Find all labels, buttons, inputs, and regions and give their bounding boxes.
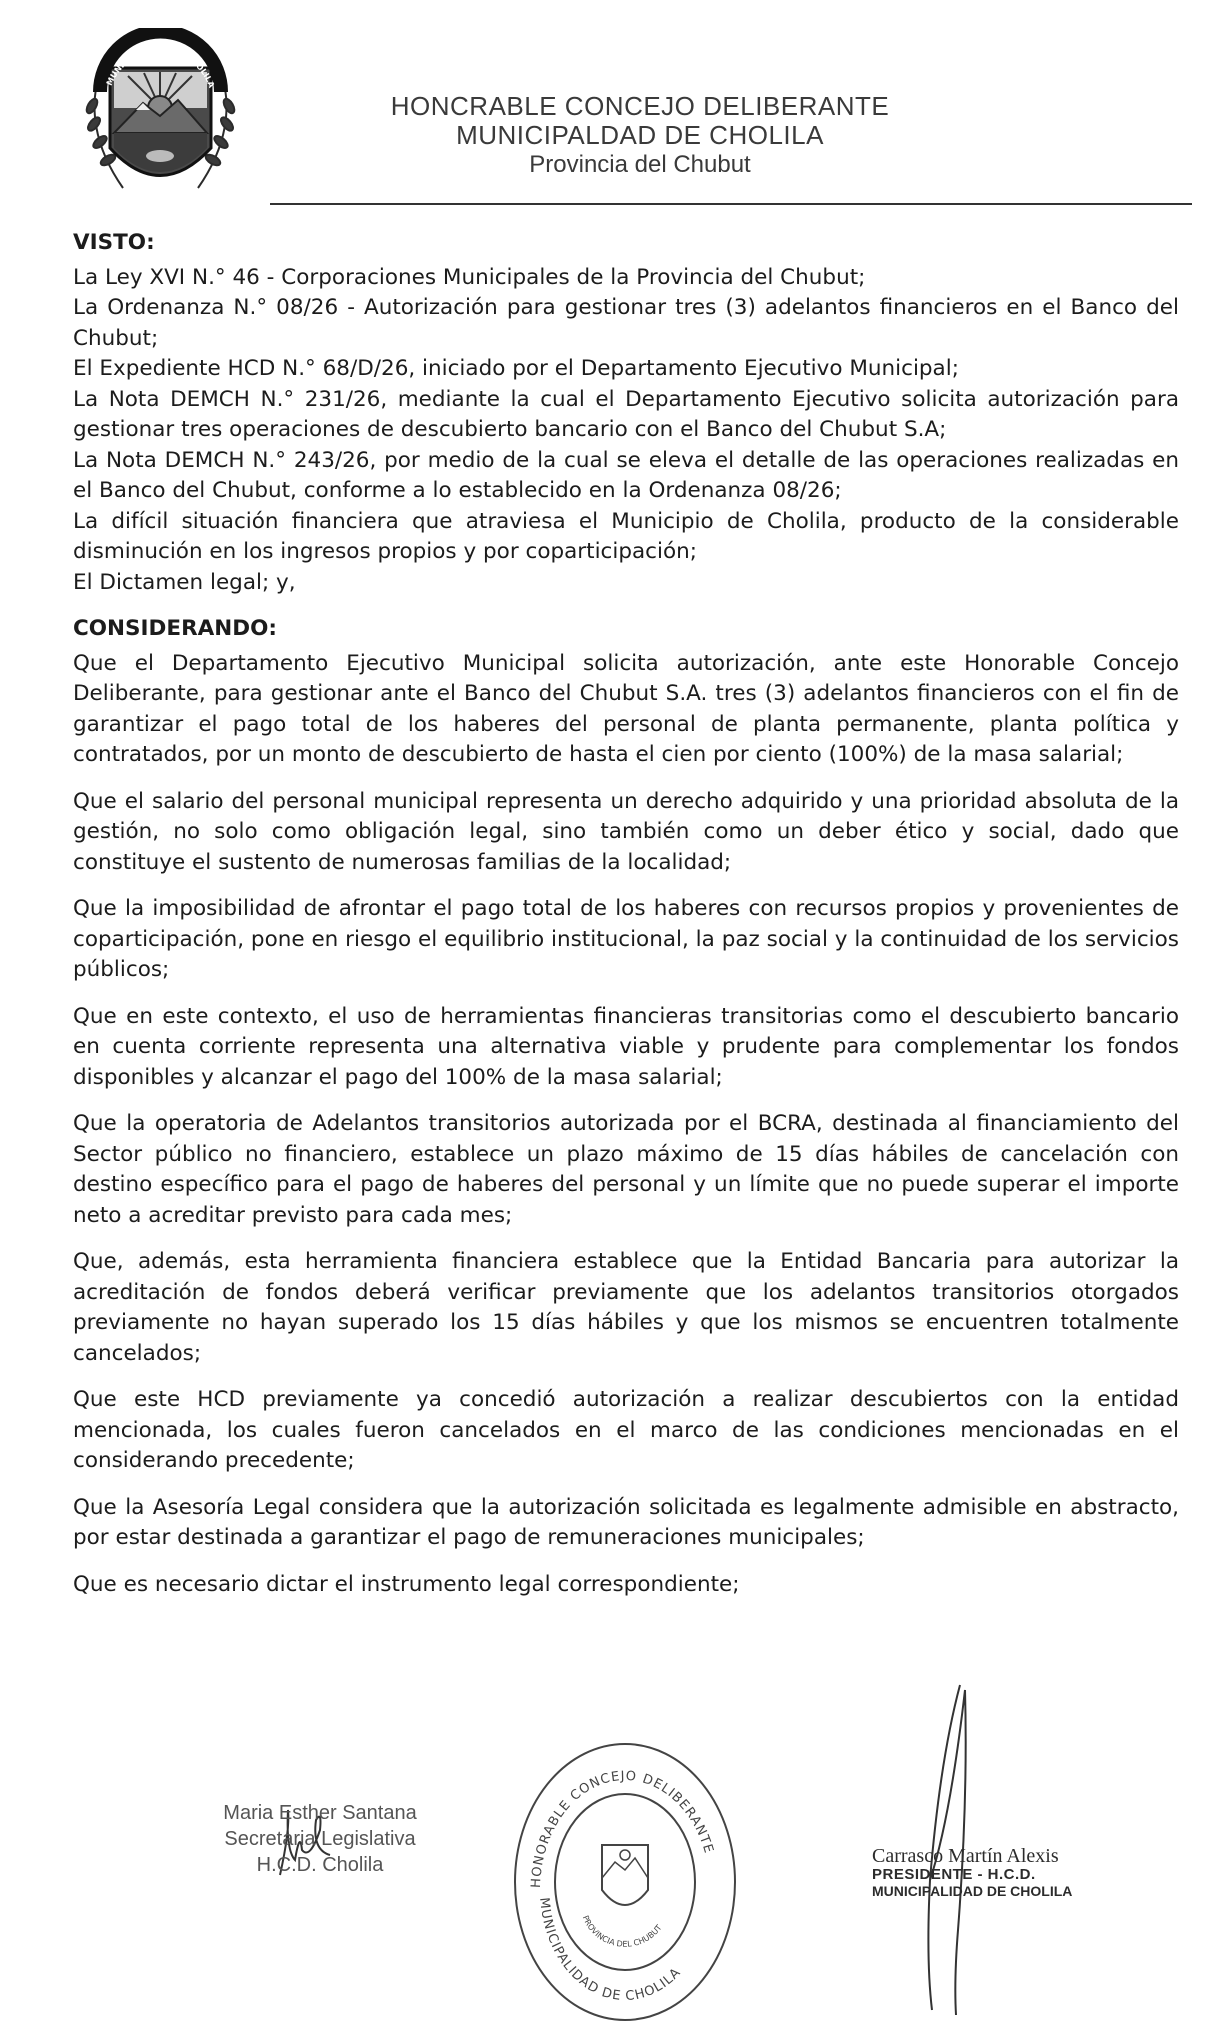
president-name: Carrasco Martín Alexis bbox=[872, 1845, 1059, 1867]
visto-item: La Nota DEMCH N.° 243/26, por medio de la cual se eleva el detalle de las operaciones realizadas en el Banco del Chubut, conforme a lo establecido en la Ordenanza 08/26; bbox=[73, 447, 1179, 503]
considerando-item: Que el salario del personal municipal representa un derecho adquirido y una prioridad absoluta de la gestión, no solo como obligación legal, sino también como un deber ético y social, dado que constituye el sustento de numerosas familias de la localidad; bbox=[73, 788, 1179, 875]
visto-item: La Ordenanza N.° 08/26 - Autorización para gestionar tres (3) adelantos financieros en el Banco del Chubut; bbox=[73, 295, 1179, 351]
considerando-item: Que el Departamento Ejecutivo Municipal solicita autorización, ante este Honorable Concejo Deliberante, para gestionar ante el Banco del Chubut S.A. tres (3) adelantos financieros con el fin de garantizar el pago total de los haberes del personal de planta permanente, planta política y contratados, por un monto de descubierto de hasta el cien por ciento (100%) de la masa salarial; bbox=[73, 650, 1179, 767]
secretary-role: Secretaria Legislativa bbox=[224, 1828, 416, 1850]
considerando-item: Que la Asesoría Legal considera que la autorización solicitada es legalmente admisible en abstracto, por estar destinada a garantizar el pago de remuneraciones municipales; bbox=[73, 1494, 1179, 1550]
visto-heading: VISTO: bbox=[73, 230, 155, 255]
visto-item: La difícil situación financiera que atraviesa el Municipio de Cholila, producto de la considerable disminución en los ingresos propios y por coparticipación; bbox=[73, 508, 1179, 564]
visto-item: El Dictamen legal; y, bbox=[73, 569, 296, 595]
svg-text:HONORABLE CONCEJO DELIBERANTE: HONORABLE CONCEJO DELIBERANTE bbox=[528, 1768, 717, 1889]
considerando-list bbox=[73, 649, 1179, 1601]
considerando-item: Que la operatoria de Adelantos transitorios autorizada por el BCRA, destinada al financiamiento del Sector público no financiero, establece un plazo máximo de 15 días hábiles de cancelación con destino específico para el pago de haberes del personal y un límite que no puede superar el importe neto a acreditar previsto para cada mes; bbox=[73, 1111, 1179, 1228]
considerando-item: Que, además, esta herramienta financiera establece que la Entidad Bancaria para autorizar la acreditación de fondos deberá verificar previamente que los adelantos transitorios otorgados previamente no hayan superado los 15 días hábiles y que los mismos se encuentren totalmente cancelados; bbox=[73, 1249, 1179, 1366]
secretary-signature bbox=[195, 1800, 445, 1878]
official-seal bbox=[510, 1740, 740, 2025]
considerando-heading: CONSIDERANDO: bbox=[73, 616, 277, 641]
svg-text:PROVINCIA DEL CHUBUT: PROVINCIA DEL CHUBUT bbox=[580, 1914, 664, 1949]
letterhead-institution: HONCRABLE CONCEJO DELIBERANTE bbox=[390, 91, 890, 121]
considerando-item: Que en este contexto, el uso de herramientas financieras transitorias como el descubierto bancario en cuenta corriente representa una alternativa viable y prudente para complementar los fondos disponibles y alcanzar el pago del 100% de la masa salarial; bbox=[73, 1003, 1179, 1090]
municipal-crest-logo bbox=[78, 28, 243, 203]
considerando-item: Que es necesario dictar el instrumento legal correspondiente; bbox=[73, 1571, 740, 1597]
document-body bbox=[73, 222, 1179, 1600]
letterhead bbox=[360, 92, 920, 179]
visto-item: La Nota DEMCH N.° 231/26, mediante la cual el Departamento Ejecutivo solicita autorización para gestionar tres operaciones de descubierto bancario con el Banco del Chubut S.A; bbox=[73, 386, 1179, 442]
president-role: PRESIDENTE - H.C.D. bbox=[872, 1866, 1036, 1883]
svg-text:MUNICIPALIDAD DE CHOLILA: MUNICIPALIDAD DE CHOLILA bbox=[104, 45, 217, 89]
considerando-section bbox=[73, 614, 1179, 1600]
svg-text:MUNICIPALIDAD DE CHOLILA: MUNICIPALIDAD DE CHOLILA bbox=[536, 1896, 685, 2005]
considerando-item: Que este HCD previamente ya concedió autorización a realizar descubiertos con la entidad mencionada, los cuales fueron cancelados en el marco de las condiciones mencionadas en el considerando precedente; bbox=[73, 1387, 1179, 1473]
letterhead-municipality: MUNICIPALDAD DE CHOLILA bbox=[456, 120, 824, 150]
considerando-item: Que la imposibilidad de afrontar el pago total de los haberes con recursos propios y provenientes de coparticipación, pone en riesgo el equilibrio institucional, la paz social y la continuidad de los servicios públicos; bbox=[73, 896, 1179, 982]
president-org: MUNICIPALIDAD DE CHOLILA bbox=[872, 1883, 1073, 1899]
visto-item: El Expediente HCD N.° 68/D/26, iniciado por el Departamento Ejecutivo Municipal; bbox=[73, 356, 959, 381]
header-divider bbox=[270, 203, 1192, 205]
visto-item: La Ley XVI N.° 46 - Corporaciones Municipales de la Provincia del Chubut; bbox=[73, 264, 866, 290]
secretary-name: Maria Esther Santana bbox=[223, 1802, 417, 1824]
visto-list bbox=[73, 263, 1179, 599]
president-signature bbox=[872, 1845, 1112, 1899]
letterhead-province: Provincia del Chubut bbox=[529, 151, 751, 178]
secretary-org: H.C.D. Cholila bbox=[256, 1854, 384, 1876]
